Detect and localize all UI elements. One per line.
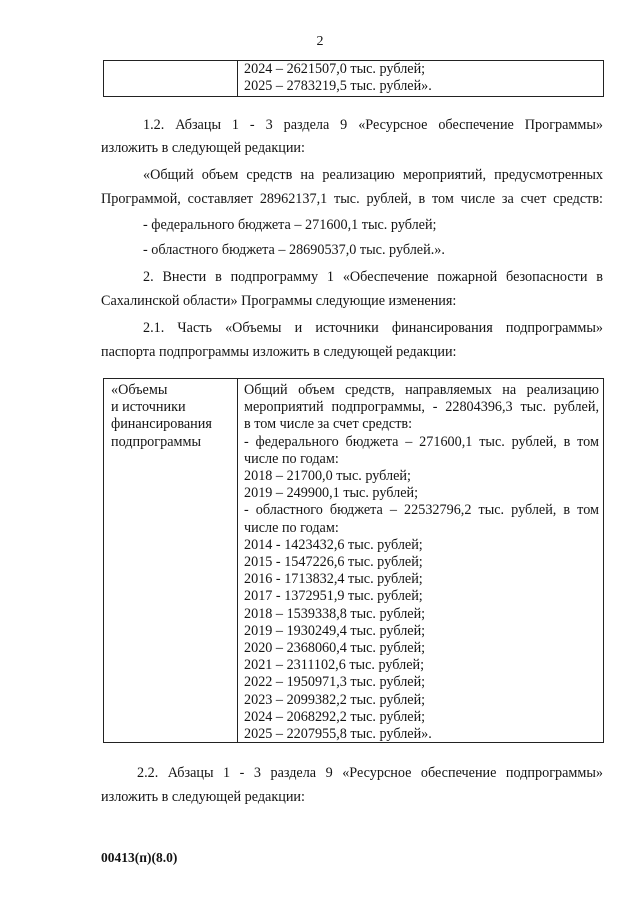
value-line: 2025 – 2207955,8 тыс. рублей». bbox=[244, 726, 432, 743]
page-number: 2 bbox=[316, 34, 324, 49]
value-line: числе по годам: bbox=[244, 450, 339, 467]
value-line: 2023 – 2099382,2 тыс. рублей; bbox=[244, 691, 426, 708]
value-line: числе по годам: bbox=[244, 519, 339, 536]
value-line: 2015 - 1547226,6 тыс. рублей; bbox=[244, 554, 423, 571]
label-line: подпрограммы bbox=[111, 433, 201, 450]
value-line: 2019 – 249900,1 тыс. рублей; bbox=[244, 485, 419, 502]
paragraph-2-line2: Сахалинской области» Программы следующие изменения: bbox=[101, 293, 457, 309]
value-line: 2018 – 1539338,8 тыс. рублей; bbox=[244, 605, 426, 622]
value-line: 2018 – 21700,0 тыс. рублей; bbox=[244, 468, 411, 485]
table-line: 2025 – 2783219,5 тыс. рублей». bbox=[244, 78, 432, 94]
value-line: - федерального бюджета – 271600,1 тыс. рублей, в том bbox=[244, 433, 599, 450]
paragraph-2-line1: 2. Внести в подпрограмму 1 «Обеспечение пожарной безопасности в bbox=[143, 269, 603, 285]
paragraph-2-1-line2: паспорта подпрограммы изложить в следующей редакции: bbox=[101, 344, 457, 360]
paragraph-1-2-line2: изложить в следующей редакции: bbox=[101, 140, 305, 156]
paragraph-2-2-line2: изложить в следующей редакции: bbox=[101, 789, 305, 805]
label-line: и источники bbox=[111, 399, 186, 416]
financing-table bbox=[103, 378, 604, 743]
value-line: 2016 - 1713832,4 тыс. рублей; bbox=[244, 571, 423, 588]
paragraph-1-2-line1: 1.2. Абзацы 1 - 3 раздела 9 «Ресурсное обеспечение Программы» bbox=[143, 117, 603, 133]
table-divider bbox=[237, 379, 238, 742]
paragraph-2-2-line1: 2.2. Абзацы 1 - 3 раздела 9 «Ресурсное обеспечение подпрограммы» bbox=[137, 765, 603, 781]
table-divider bbox=[237, 61, 238, 96]
value-line: 2020 – 2368060,4 тыс. рублей; bbox=[244, 640, 426, 657]
quote-1-line1: «Общий объем средств на реализацию мероприятий, предусмотренных bbox=[143, 167, 603, 183]
document-code: 00413(п)(8.0) bbox=[101, 850, 178, 865]
financing-table-label-cell bbox=[111, 382, 233, 451]
top-table bbox=[103, 60, 604, 97]
financing-table-value-cell bbox=[244, 382, 599, 743]
value-line: мероприятий подпрограммы, - 22804396,3 тыс. рублей, bbox=[244, 399, 599, 416]
label-line: «Объемы bbox=[111, 382, 168, 398]
value-line: 2014 - 1423432,6 тыс. рублей; bbox=[244, 536, 423, 553]
quote-1-line2: Программой, составляет 28962137,1 тыс. рублей, в том числе за счет средств: bbox=[101, 191, 603, 207]
value-line: 2021 – 2311102,6 тыс. рублей; bbox=[244, 657, 425, 674]
quote-1-regional: - областного бюджета – 28690537,0 тыс. рублей.». bbox=[143, 242, 445, 258]
top-table-cell bbox=[244, 61, 599, 95]
value-line: в том числе за счет средств: bbox=[244, 416, 413, 433]
table-line: 2024 – 2621507,0 тыс. рублей; bbox=[244, 61, 426, 77]
quote-1-federal: - федерального бюджета – 271600,1 тыс. рублей; bbox=[143, 217, 437, 233]
value-line: 2017 - 1372951,9 тыс. рублей; bbox=[244, 588, 423, 605]
value-line: 2024 – 2068292,2 тыс. рублей; bbox=[244, 708, 426, 725]
paragraph-2-1-line1: 2.1. Часть «Объемы и источники финансирования подпрограммы» bbox=[143, 320, 603, 336]
value-line: 2019 – 1930249,4 тыс. рублей; bbox=[244, 622, 426, 639]
value-line: Общий объем средств, направляемых на реализацию bbox=[244, 382, 599, 398]
value-line: - областного бюджета – 22532796,2 тыс. рублей, в том bbox=[244, 502, 599, 519]
label-line: финансирования bbox=[111, 416, 212, 433]
value-line: 2022 – 1950971,3 тыс. рублей; bbox=[244, 674, 426, 691]
